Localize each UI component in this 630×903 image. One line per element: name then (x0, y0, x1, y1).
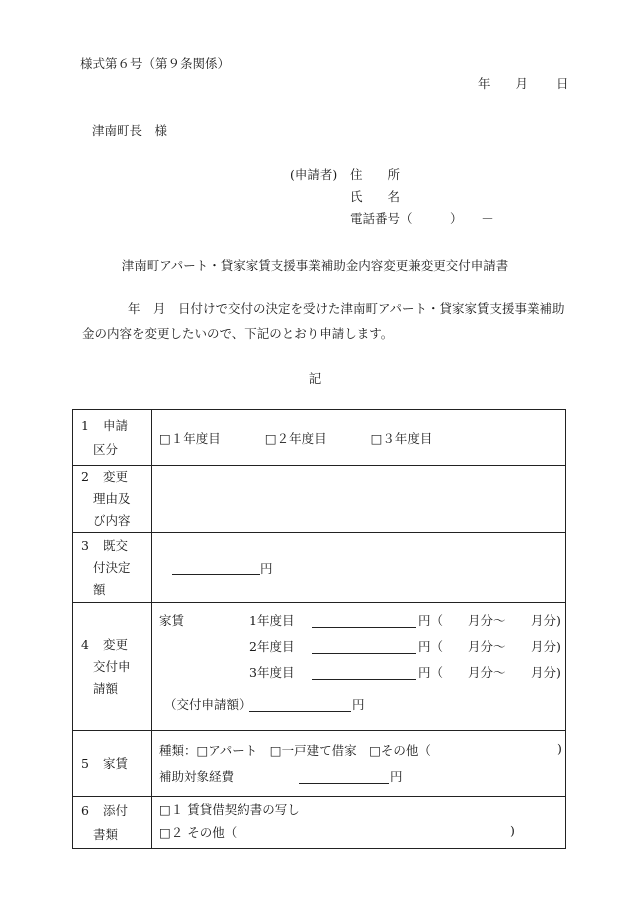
year2-amount-blank[interactable] (312, 639, 416, 654)
row2-label-b: 理由及 (93, 491, 131, 506)
row2-label-a: 変更 (102, 469, 128, 484)
row1-value (152, 410, 566, 466)
attachment-other-close: ) (510, 823, 515, 838)
name-label: 氏 名 (350, 189, 401, 204)
row3-label-a: 既交 (102, 537, 128, 553)
ki-heading: 記 (308, 371, 322, 386)
row-attachments (73, 797, 566, 849)
change-reason-field[interactable] (152, 466, 566, 533)
year1-month-from: 月分～ (468, 613, 506, 628)
row3-value (152, 533, 566, 603)
row-application-type (73, 410, 566, 466)
row4-label (73, 603, 152, 731)
year3-month-to: 月分) (531, 665, 561, 680)
row1-number: 1 (81, 417, 89, 433)
row4-label-a: 変更 (102, 636, 128, 652)
total-amount-blank[interactable] (249, 697, 351, 712)
rent-type-options[interactable]: 種類：□アパート □一戸建て借家 □その他（ (159, 743, 431, 758)
date-year: 年 (478, 76, 491, 91)
row6-label-b: 書類 (93, 826, 119, 842)
row5-number: 5 (81, 755, 89, 771)
address-label: 住 所 (350, 167, 401, 182)
row3-label-c: 額 (93, 581, 106, 597)
row1-label-a: 申請 (102, 417, 128, 433)
attachment-other[interactable]: □２ その他（ (159, 825, 238, 840)
row-existing-amount (73, 533, 566, 603)
addressee: 津南町長 様 (92, 123, 168, 138)
row-rent-type (73, 731, 566, 797)
application-table (72, 409, 566, 849)
row6-label-a: 添付 (102, 802, 128, 818)
date-line (478, 74, 569, 92)
checkbox-year1[interactable]: □１年度目 (159, 430, 221, 446)
row5-label (73, 731, 152, 797)
applicant-tag: (申請者) (290, 167, 338, 182)
year1-yen: 円（ (418, 613, 444, 628)
checkbox-year3[interactable]: □３年度目 (370, 430, 433, 446)
row1-label (73, 410, 152, 466)
subsidy-unit: 円 (390, 769, 403, 784)
row3-unit: 円 (260, 560, 273, 576)
year1-month-to: 月分) (531, 613, 561, 628)
rent-label: 家賃 (159, 613, 185, 628)
phone-label: 電話番号（ ） － (350, 211, 494, 226)
subsidy-label: 補助対象経費 (159, 769, 235, 784)
row3-number: 3 (81, 537, 89, 553)
checkbox-year2[interactable]: □２年度目 (264, 430, 327, 446)
body-text: 年 月 日付けで交付の決定を受けた津南町アパート・貸家家賃支援事業補助金の内容を変更したいので、下記のとおり申請します。 (82, 301, 565, 341)
year3-amount-blank[interactable] (312, 665, 416, 680)
year3-month-from: 月分～ (468, 665, 506, 680)
document-title: 津南町アパート・貸家家賃支援事業補助金内容変更兼変更交付申請書 (121, 258, 509, 273)
row2-number: 2 (81, 469, 89, 484)
total-label: （交付申請額） (164, 697, 252, 712)
year1-label: 1年度目 (249, 613, 295, 628)
year2-month-to: 月分) (531, 639, 561, 654)
existing-amount-blank[interactable] (172, 560, 260, 575)
row6-label (73, 797, 152, 849)
row5-label-a: 家賃 (102, 755, 128, 771)
year2-yen: 円（ (418, 639, 444, 654)
form-number: 様式第６号（第９条関係） (80, 56, 231, 71)
year2-month-from: 月分～ (468, 639, 506, 654)
row3-label-b: 付決定 (93, 559, 131, 575)
row4-label-b: 交付申 (93, 658, 131, 674)
subsidy-amount-blank[interactable] (299, 769, 389, 784)
year3-yen: 円（ (418, 665, 444, 680)
row2-label (73, 466, 152, 533)
year2-label: 2年度目 (249, 639, 295, 654)
attachment-lease-copy[interactable]: □１ 賃貸借契約書の写し (159, 802, 300, 817)
row4-number: 4 (81, 636, 89, 652)
row6-value (152, 797, 566, 849)
date-month: 月 (515, 76, 529, 91)
year1-amount-blank[interactable] (312, 613, 416, 628)
row-change-amount (73, 603, 566, 731)
row3-label (73, 533, 152, 603)
row4-value (152, 603, 566, 731)
row2-label-c: び内容 (93, 513, 131, 528)
row5-value (152, 731, 566, 797)
rent-type-close: ) (557, 741, 562, 756)
row-change-reason (73, 466, 566, 533)
row6-number: 6 (81, 802, 89, 818)
row1-label-b: 区分 (93, 441, 119, 457)
total-unit: 円 (352, 697, 365, 712)
year3-label: 3年度目 (249, 665, 295, 680)
date-day: 日 (556, 76, 569, 91)
row4-label-c: 請額 (93, 680, 119, 696)
